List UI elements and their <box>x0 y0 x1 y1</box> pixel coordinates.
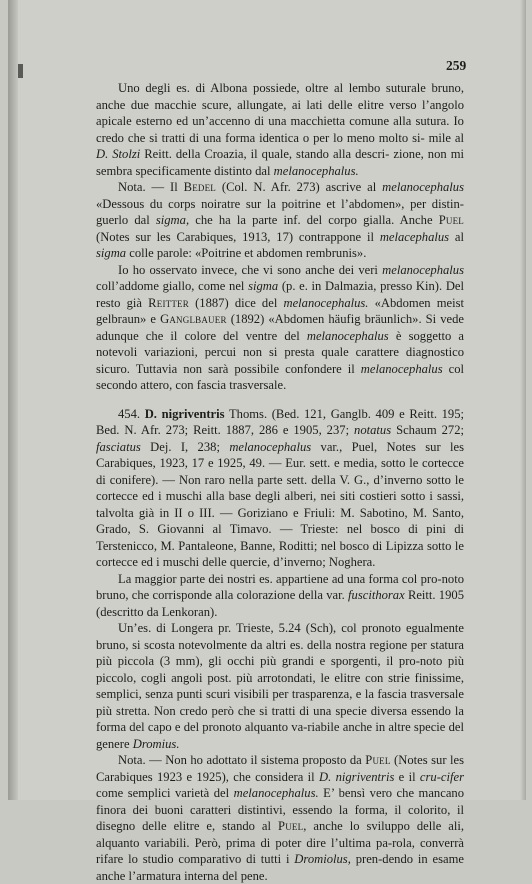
text-run: zione, non mi sembra specificamente distinto dal <box>96 147 464 178</box>
species-name: melanocephalus <box>229 439 312 454</box>
text-run: Io credo che si tratti di una forma identica o per lo meno molto si- <box>96 114 464 145</box>
author-name: Ganglbauer <box>160 312 227 326</box>
text-run: mile al <box>428 130 464 145</box>
text-run: Nota. — Il <box>118 180 184 194</box>
paragraph-species-454 <box>96 406 464 571</box>
species-name: fasciatus <box>96 439 141 454</box>
species-name: melacephalus <box>379 229 450 244</box>
page-edge <box>520 0 526 800</box>
text-run: Dej. I, 238; <box>140 439 230 454</box>
text-run: Un’es. di Longera pr. Trieste, 5.24 (Sch), col pronoto egualmente bruno, si scosta notevolmente da altri es. della nostra regione per statura più piccola (3 mm), gli occhi più grandi e sporgenti, il pro-noto più piccolo, cogli angoli post. più arrotondati, le elitre con strie finissime, semplici, senza punti scuri visibili per trasparenza, e la fascia trasversale più stretta. Non credo però che si tratti di una specie diversa essendo la forma del capo e del pronoto alquanto va-riabile anche in altre specie del genere <box>96 621 464 751</box>
text-run: pren-dendo in esame anche l’armatura interna del pene. <box>96 852 465 883</box>
author-name: Puel <box>438 213 464 227</box>
text-run: , anche lo sviluppo delle ali, alquanto variabili. Però, prima di poter dire l’ultima pa-rola, converrà rifare lo studio comparativo di tutti i <box>96 819 464 866</box>
text-run: Io ho osservato invece, che vi sono anche dei veri <box>118 262 383 277</box>
text-run: Schaum 272; <box>391 423 464 437</box>
text-run: (Notes sur les Carabiques 1923 e 1925), che considera il <box>96 753 464 784</box>
genus-name: Dromius. <box>132 736 180 751</box>
author-name: Bedel <box>183 180 217 194</box>
paragraph-6 <box>96 620 464 752</box>
text-run: e il <box>394 769 420 784</box>
text-run: E’ bensì vero che mancano finora dei buoni caratteri distintivi, essendo la forma, il colorito, il disegno delle elitre e, stando al <box>96 786 464 833</box>
species-name: melanocephalus <box>382 262 464 277</box>
text-run: al <box>449 229 464 244</box>
text-run: «Abdomen meist gelbraun» e <box>96 295 465 326</box>
paragraph-2 <box>96 179 464 262</box>
species-name: melanocephalus. <box>283 295 369 310</box>
species-number: 454. <box>118 406 145 421</box>
binding-mark <box>18 64 23 78</box>
genus-name: Dromiolus, <box>294 852 351 866</box>
species-name: cru-cifer <box>419 769 464 784</box>
text-run: La maggior parte dei nostri es. appartiene ad una forma col pro-noto bruno, che corrisponde alla colorazione della var. <box>96 571 464 602</box>
author-name: Puel <box>365 753 391 767</box>
species-name: sigma, <box>155 213 190 227</box>
text-run: col secondo attero, con fascia trasversale. <box>96 361 464 392</box>
species-heading: D. nigriventris <box>144 406 225 421</box>
text-run: Del resto già <box>96 279 465 310</box>
paragraph-3 <box>96 262 464 394</box>
author-name: Reitter <box>148 295 189 310</box>
species-name: D. nigriventris <box>319 769 395 784</box>
text-run: apicale esterno ed un’accenno di una macchietta comune alla sutura. <box>96 114 450 128</box>
text-run: Thoms. (Bed. 121, Ganglb. 409 e Reitt. 195; Bed. N. Afr. 273; Reitt. 1887, 286 e 1905, 237; <box>96 406 464 437</box>
text-run: anche due macchie scure, allungate, ai lati delle elitre verso l’angolo <box>96 97 464 112</box>
species-name: melanocephalus <box>306 328 389 343</box>
text-run: è soggetto a notevoli variazioni, percui non si presta quale carattere diagnostico sicuro. Tuttavia non sarà possibile confondere il <box>96 328 464 376</box>
body-text <box>96 80 464 884</box>
species-name: notatus <box>354 423 392 437</box>
text-run: Uno degli es. di Albona possiede, oltre al lembo suturale bruno, <box>118 81 464 95</box>
text-run: var., Puel, Notes sur les Carabiques, 1923, 17 e 1925, 49. — Eur. sett. e media, sotto le cortecce di conifere). — Non raro nella parte sett. della V. G., d’inverno sotto le cortecce ed i muschi alla base degli alberi, nei siti costieri sotto i sassi, talvolta già in II o III. — Goriziano e Friuli: M. Sabotino, M. Santo, Grado, S. Giovanni al Timavo. — Trieste: nel bosco di pini di Terstenicco, M. Pantaleone, Banne, Roditti; nel bosco di Lipizza sotto le cortecce ed i muschi delle quercie, d’inverno; Noghera. <box>96 439 464 569</box>
text-run: guerlo dal <box>96 213 156 227</box>
species-name: melanocephalus <box>382 180 464 194</box>
text-run: che ha la parte inf. del corpo gialla. Anche <box>189 213 439 227</box>
species-name: melanocephalus. <box>273 163 359 178</box>
book-page <box>8 0 526 883</box>
species-name: melanocephalus. <box>233 786 319 800</box>
text-run: Nota. — Non ho adottato il sistema proposto da <box>118 753 366 767</box>
text-run: (1887) dice del <box>188 295 284 310</box>
paragraph-7 <box>96 752 464 884</box>
text-run: Reitt. 1905 (descritto da Lenkoran). <box>96 588 464 619</box>
text-run: coll’addome giallo, come nel <box>96 279 249 293</box>
text-run: come semplici varietà del <box>96 786 234 800</box>
species-name: fuscithorax <box>348 588 405 602</box>
text-run: «Dessous du corps noiratre sur la poitrine et l’abdomen», per distin- <box>96 196 464 211</box>
species-name: melanocephalus <box>360 361 443 376</box>
text-run: (Notes sur les Carabiques, 1913, 17) contrappone il <box>96 229 380 244</box>
species-name: sigma <box>96 246 127 260</box>
species-name: D. Stolzi <box>96 147 141 161</box>
text-run: (Col. N. Afr. 273) ascrive al <box>216 180 383 194</box>
text-run: Reitt. della Croazia, il quale, stando alla descri- <box>140 147 390 161</box>
text-run: (p. e. in Dalmazia, presso Kin). <box>278 279 443 293</box>
text-run: colle parole: «Poitrine et abdomen rembrunis». <box>126 246 367 260</box>
author-name: Puel <box>277 819 304 833</box>
page-number: 259 <box>446 58 467 73</box>
text-run: (1892) «Abdomen häufig bräunlich». Si vede adunque che il colore del ventre del <box>96 312 464 343</box>
species-name: sigma <box>248 279 279 293</box>
paragraph-5 <box>96 571 464 621</box>
paragraph-1 <box>96 80 464 179</box>
page-gutter-shadow <box>8 0 18 800</box>
